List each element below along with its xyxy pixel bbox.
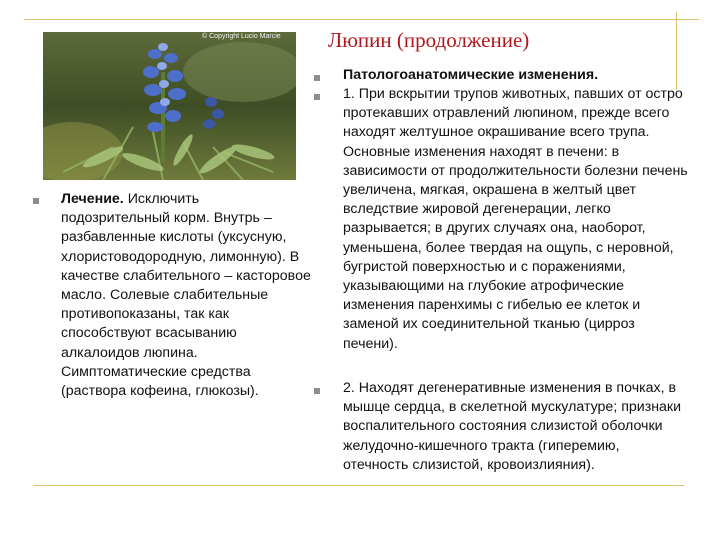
treatment-heading: Лечение. [61, 191, 124, 207]
slide-title: Люпин (продолжение) [328, 28, 530, 52]
photo-copyright: © Copyright Lucio Marcie [202, 33, 281, 40]
pathology-point1-text: 1. При вскрытии трупов животных, павших от остро протекавших отравлений люпином, прежде всего находят желтушное окрашивание всего трупа. Основные изменения находят в печени: в зависимости от продолжительности болезни печень увеличена, мягкая, окрашена в желтый цвет вследствие жировой дегенерации, легко разрывается; в других случаях она, наоборот, уменьшена, более твердая на ощупь, с неровной, бугристой поверхностью и с поражениями, указывающими на глубокие атрофические изменения паренхимы с гибелью ее клеток и заменой их соединительной тканью (цирроз печени). [343, 86, 688, 352]
treatment-paragraph [61, 190, 311, 401]
bullet-treatment [33, 198, 39, 204]
bullet-pathology-point2 [314, 388, 320, 394]
bullet-pathology-point1 [314, 94, 320, 100]
pathology-point1 [343, 85, 688, 354]
treatment-text: Исключить подозрительный корм. Внутрь – разбавленные кислоты (уксусную, хлористоводородную, лимонную). В качестве слабительного – касторовое масло. Солевые слабительные противопоказаны, так как способствуют всасыванию алкалоидов люпина. Симптоматические средства (раствора кофеина, глюкозы). [61, 191, 311, 400]
pathology-point2 [343, 379, 688, 475]
pathology-heading [343, 66, 688, 85]
pathology-point2-text: 2. Находят дегенеративные изменения в почках, в мышце сердца, в скелетной мускулатуре; признаки воспалительного состояния слизистой оболочки желудочно-кишечного тракта (гиперемию, отечность слизистой, кровоизлияния). [343, 380, 682, 473]
pathology-heading-text: Патологоанатомические изменения. [343, 67, 599, 83]
lupine-photo [43, 32, 296, 180]
bullet-pathology-heading [314, 75, 320, 81]
top-rule [24, 19, 699, 20]
bottom-rule [34, 485, 684, 486]
